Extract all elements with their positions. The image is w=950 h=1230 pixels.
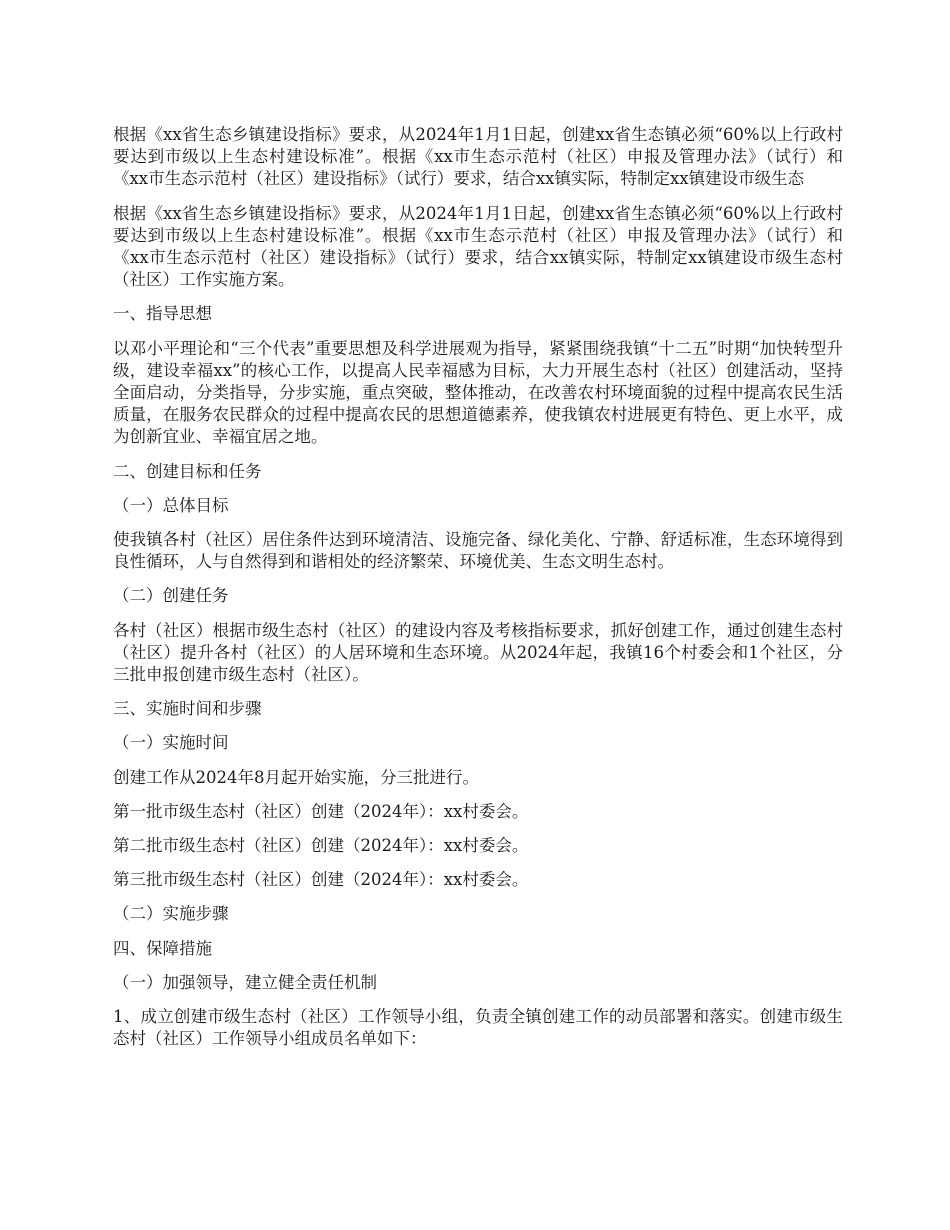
paragraph-batch-2: 第二批市级生态村（社区）创建（2024年）：xx村委会。	[113, 836, 529, 856]
subheading-schedule: （一）实施时间	[113, 733, 229, 753]
subheading-overall-goal: （一）总体目标	[113, 495, 229, 515]
paragraph-overall-goal: 使我镇各村（社区）居住条件达到环境清洁、设施完备、绿化美化、宁静、舒适标准，生态环境得到良性循环，人与自然得到和谐相处的经济繁荣、环境优美、生态文明生态村。	[113, 530, 843, 572]
section-heading-schedule-steps: 三、实施时间和步骤	[113, 699, 262, 719]
document-page	[113, 124, 843, 1063]
section-heading-goals-tasks: 二、创建目标和任务	[113, 461, 262, 481]
paragraph-leadership-group: 1、成立创建市级生态村（社区）工作领导小组，负责全镇创建工作的动员部署和落实。创建市级生态村（社区）工作领导小组成员名单如下：	[113, 1007, 843, 1049]
paragraph-intro: 根据《xx省生态乡镇建设指标》要求，从2024年1月1日起，创建xx省生态镇必须“60%以上行政村要达到市级以上生态村建设标准”。根据《xx市生态示范村（社区）申报及管理办法》（试行）和《xx市生态示范村（社区）建设指标》（试行）要求，结合xx镇实际，特制定xx镇建设市级生态村（社区）工作实施方案。	[113, 203, 843, 290]
paragraph-creation-tasks: 各村（社区）根据市级生态村（社区）的建设内容及考核指标要求，抓好创建工作，通过创建生态村（社区）提升各村（社区）的人居环境和生态环境。从2024年起，我镇16个村委会和1个社区，分三批申报创建市级生态村（社区）。	[113, 620, 843, 685]
paragraph-schedule: 创建工作从2024年8月起开始实施，分三批进行。	[113, 767, 479, 787]
paragraph-batch-3: 第三批市级生态村（社区）创建（2024年）：xx村委会。	[113, 870, 529, 890]
subheading-creation-tasks: （二）创建任务	[113, 586, 229, 606]
paragraph-batch-1: 第一批市级生态村（社区）创建（2024年）：xx村委会。	[113, 801, 529, 821]
subheading-leadership: （一）加强领导，建立健全责任机制	[113, 972, 377, 992]
section-heading-guiding-ideology: 一、指导思想	[113, 304, 212, 324]
paragraph-intro-draft: 根据《xx省生态乡镇建设指标》要求，从2024年1月1日起，创建xx省生态镇必须“60%以上行政村要达到市级以上生态村建设标准”。根据《xx市生态示范村（社区）申报及管理办法》（试行）和《xx市生态示范村（社区）建设指标》（试行）要求，结合xx镇实际，特制定xx镇建设市级生态	[113, 125, 843, 189]
subheading-steps: （二）实施步骤	[113, 904, 229, 924]
paragraph-guiding-ideology: 以邓小平理论和“三个代表”重要思想及科学进展观为指导，紧紧围绕我镇“十二五”时期“加快转型升级，建设幸福xx”的核心工作，以提高人民幸福感为目标，大力开展生态村（社区）创建活动，坚持全面启动，分类指导，分步实施，重点突破，整体推动，在改善农村环境面貌的过程中提高农民生活质量，在服务农民群众的过程中提高农民的思想道德素养，使我镇农村进展更有特色、更上水平，成为创新宜业、幸福宜居之地。	[113, 338, 843, 447]
section-heading-safeguards: 四、保障措施	[113, 938, 212, 958]
